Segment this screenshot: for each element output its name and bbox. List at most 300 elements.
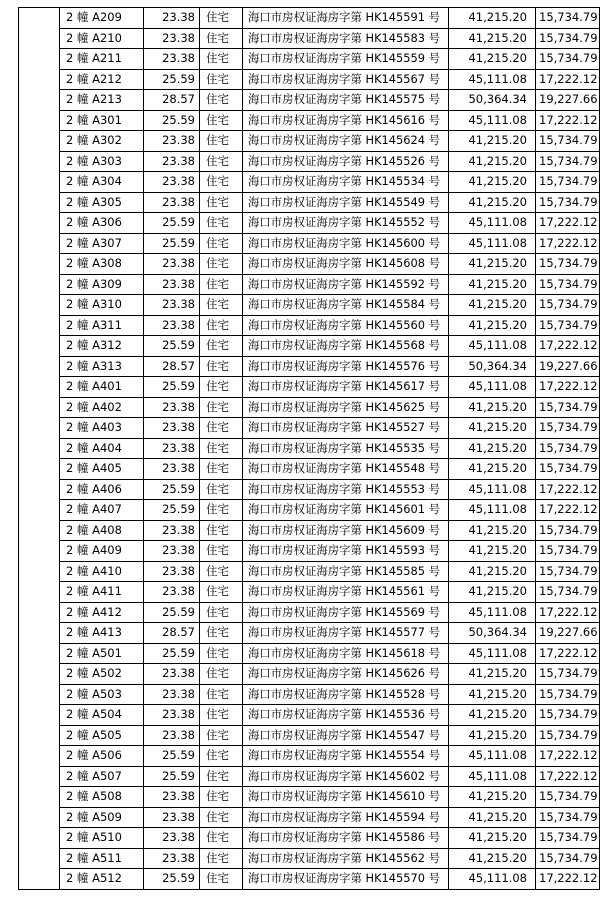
unit-cell: 2 幢 A501 (60, 644, 144, 665)
unit-cell: 2 幢 A503 (60, 685, 144, 706)
area-cell: 23.38 (144, 562, 200, 583)
table-row (19, 377, 600, 398)
blank-cell (19, 644, 60, 665)
unit-price-cell: 15,734.79 (536, 193, 600, 214)
usage-cell: 住宅 (200, 562, 243, 583)
area-cell: 23.38 (144, 398, 200, 419)
blank-cell (19, 521, 60, 542)
usage-cell: 住宅 (200, 193, 243, 214)
certificate-cell: 海口市房权证海房字第 HK145617 号 (243, 377, 449, 398)
usage-cell: 住宅 (200, 234, 243, 255)
table-row (19, 705, 600, 726)
unit-cell: 2 幢 A403 (60, 418, 144, 439)
table-row (19, 398, 600, 419)
unit-price-cell: 15,734.79 (536, 131, 600, 152)
blank-cell (19, 439, 60, 460)
usage-cell: 住宅 (200, 295, 243, 316)
unit-cell: 2 幢 A212 (60, 70, 144, 91)
unit-price-cell: 15,734.79 (536, 726, 600, 747)
unit-price-cell: 15,734.79 (536, 808, 600, 829)
area-cell: 25.59 (144, 111, 200, 132)
total-price-cell: 41,215.20 (449, 664, 536, 685)
blank-cell (19, 541, 60, 562)
table-row (19, 541, 600, 562)
usage-cell: 住宅 (200, 275, 243, 296)
certificate-cell: 海口市房权证海房字第 HK145609 号 (243, 521, 449, 542)
unit-cell: 2 幢 A508 (60, 787, 144, 808)
blank-cell (19, 603, 60, 624)
blank-cell (19, 828, 60, 849)
certificate-cell: 海口市房权证海房字第 HK145593 号 (243, 541, 449, 562)
area-cell: 23.38 (144, 459, 200, 480)
area-cell: 23.38 (144, 808, 200, 829)
table-row (19, 49, 600, 70)
usage-cell: 住宅 (200, 418, 243, 439)
usage-cell: 住宅 (200, 828, 243, 849)
total-price-cell: 45,111.08 (449, 234, 536, 255)
table-row (19, 685, 600, 706)
usage-cell: 住宅 (200, 172, 243, 193)
blank-cell (19, 49, 60, 70)
certificate-cell: 海口市房权证海房字第 HK145534 号 (243, 172, 449, 193)
blank-cell (19, 480, 60, 501)
blank-cell (19, 849, 60, 870)
unit-cell: 2 幢 A409 (60, 541, 144, 562)
usage-cell: 住宅 (200, 726, 243, 747)
blank-cell (19, 152, 60, 173)
unit-cell: 2 幢 A410 (60, 562, 144, 583)
unit-price-cell: 15,734.79 (536, 418, 600, 439)
blank-cell (19, 685, 60, 706)
blank-cell (19, 746, 60, 767)
table-row (19, 90, 600, 111)
unit-price-cell: 17,222.12 (536, 480, 600, 501)
certificate-cell: 海口市房权证海房字第 HK145610 号 (243, 787, 449, 808)
blank-cell (19, 377, 60, 398)
blank-cell (19, 213, 60, 234)
unit-cell: 2 幢 A412 (60, 603, 144, 624)
unit-cell: 2 幢 A407 (60, 500, 144, 521)
certificate-cell: 海口市房权证海房字第 HK145526 号 (243, 152, 449, 173)
blank-cell (19, 275, 60, 296)
certificate-cell: 海口市房权证海房字第 HK145535 号 (243, 439, 449, 460)
usage-cell: 住宅 (200, 787, 243, 808)
unit-price-cell: 15,734.79 (536, 398, 600, 419)
blank-cell (19, 459, 60, 480)
total-price-cell: 41,215.20 (449, 193, 536, 214)
blank-cell (19, 500, 60, 521)
certificate-cell: 海口市房权证海房字第 HK145547 号 (243, 726, 449, 747)
total-price-cell: 45,111.08 (449, 377, 536, 398)
area-cell: 25.59 (144, 377, 200, 398)
total-price-cell: 45,111.08 (449, 480, 536, 501)
blank-cell (19, 131, 60, 152)
blank-cell (19, 808, 60, 829)
certificate-cell: 海口市房权证海房字第 HK145567 号 (243, 70, 449, 91)
certificate-cell: 海口市房权证海房字第 HK145576 号 (243, 357, 449, 378)
unit-cell: 2 幢 A304 (60, 172, 144, 193)
certificate-cell: 海口市房权证海房字第 HK145625 号 (243, 398, 449, 419)
certificate-cell: 海口市房权证海房字第 HK145549 号 (243, 193, 449, 214)
table-row (19, 111, 600, 132)
area-cell: 25.59 (144, 767, 200, 788)
unit-price-cell: 15,734.79 (536, 152, 600, 173)
usage-cell: 住宅 (200, 685, 243, 706)
certificate-cell: 海口市房权证海房字第 HK145618 号 (243, 644, 449, 665)
unit-cell: 2 幢 A505 (60, 726, 144, 747)
usage-cell: 住宅 (200, 398, 243, 419)
certificate-cell: 海口市房权证海房字第 HK145561 号 (243, 582, 449, 603)
unit-price-cell: 15,734.79 (536, 316, 600, 337)
total-price-cell: 50,364.34 (449, 357, 536, 378)
total-price-cell: 45,111.08 (449, 336, 536, 357)
table-row (19, 623, 600, 644)
certificate-cell: 海口市房权证海房字第 HK145577 号 (243, 623, 449, 644)
unit-cell: 2 幢 A306 (60, 213, 144, 234)
area-cell: 25.59 (144, 603, 200, 624)
total-price-cell: 41,215.20 (449, 705, 536, 726)
certificate-cell: 海口市房权证海房字第 HK145553 号 (243, 480, 449, 501)
unit-cell: 2 幢 A512 (60, 869, 144, 890)
usage-cell: 住宅 (200, 746, 243, 767)
unit-price-cell: 15,734.79 (536, 828, 600, 849)
table-row (19, 439, 600, 460)
unit-price-cell: 17,222.12 (536, 213, 600, 234)
unit-price-cell: 17,222.12 (536, 869, 600, 890)
total-price-cell: 50,364.34 (449, 623, 536, 644)
certificate-cell: 海口市房权证海房字第 HK145552 号 (243, 213, 449, 234)
area-cell: 23.38 (144, 787, 200, 808)
usage-cell: 住宅 (200, 213, 243, 234)
table-row (19, 582, 600, 603)
unit-price-cell: 15,734.79 (536, 705, 600, 726)
table-row (19, 8, 600, 29)
total-price-cell: 41,215.20 (449, 439, 536, 460)
unit-price-cell: 15,734.79 (536, 254, 600, 275)
table-row (19, 828, 600, 849)
unit-cell: 2 幢 A210 (60, 29, 144, 50)
area-cell: 23.38 (144, 49, 200, 70)
area-cell: 25.59 (144, 644, 200, 665)
usage-cell: 住宅 (200, 90, 243, 111)
certificate-cell: 海口市房权证海房字第 HK145601 号 (243, 500, 449, 521)
usage-cell: 住宅 (200, 377, 243, 398)
table-row (19, 459, 600, 480)
certificate-cell: 海口市房权证海房字第 HK145583 号 (243, 29, 449, 50)
blank-cell (19, 172, 60, 193)
area-cell: 25.59 (144, 234, 200, 255)
certificate-cell: 海口市房权证海房字第 HK145602 号 (243, 767, 449, 788)
table-row (19, 480, 600, 501)
blank-cell (19, 336, 60, 357)
unit-price-cell: 17,222.12 (536, 377, 600, 398)
unit-cell: 2 幢 A511 (60, 849, 144, 870)
certificate-cell: 海口市房权证海房字第 HK145584 号 (243, 295, 449, 316)
certificate-cell: 海口市房权证海房字第 HK145568 号 (243, 336, 449, 357)
usage-cell: 住宅 (200, 29, 243, 50)
total-price-cell: 41,215.20 (449, 787, 536, 808)
area-cell: 23.38 (144, 275, 200, 296)
table-row (19, 849, 600, 870)
blank-cell (19, 70, 60, 91)
unit-cell: 2 幢 A406 (60, 480, 144, 501)
usage-cell: 住宅 (200, 439, 243, 460)
area-cell: 23.38 (144, 172, 200, 193)
unit-price-cell: 15,734.79 (536, 562, 600, 583)
area-cell: 25.59 (144, 500, 200, 521)
blank-cell (19, 418, 60, 439)
unit-cell: 2 幢 A312 (60, 336, 144, 357)
blank-cell (19, 787, 60, 808)
table-row (19, 603, 600, 624)
certificate-cell: 海口市房权证海房字第 HK145528 号 (243, 685, 449, 706)
unit-price-cell: 17,222.12 (536, 767, 600, 788)
unit-price-cell: 17,222.12 (536, 603, 600, 624)
usage-cell: 住宅 (200, 336, 243, 357)
usage-cell: 住宅 (200, 644, 243, 665)
blank-cell (19, 582, 60, 603)
area-cell: 28.57 (144, 90, 200, 111)
unit-price-cell: 15,734.79 (536, 787, 600, 808)
table-row (19, 152, 600, 173)
usage-cell: 住宅 (200, 869, 243, 890)
table-row (19, 726, 600, 747)
unit-price-cell: 15,734.79 (536, 8, 600, 29)
certificate-cell: 海口市房权证海房字第 HK145592 号 (243, 275, 449, 296)
unit-price-cell: 15,734.79 (536, 582, 600, 603)
unit-price-cell: 15,734.79 (536, 664, 600, 685)
blank-cell (19, 726, 60, 747)
unit-cell: 2 幢 A311 (60, 316, 144, 337)
area-cell: 23.38 (144, 29, 200, 50)
total-price-cell: 45,111.08 (449, 644, 536, 665)
unit-price-cell: 17,222.12 (536, 500, 600, 521)
usage-cell: 住宅 (200, 357, 243, 378)
certificate-cell: 海口市房权证海房字第 HK145616 号 (243, 111, 449, 132)
unit-price-cell: 19,227.66 (536, 90, 600, 111)
certificate-cell: 海口市房权证海房字第 HK145559 号 (243, 49, 449, 70)
blank-cell (19, 234, 60, 255)
blank-cell (19, 316, 60, 337)
usage-cell: 住宅 (200, 808, 243, 829)
area-cell: 25.59 (144, 70, 200, 91)
usage-cell: 住宅 (200, 849, 243, 870)
certificate-cell: 海口市房权证海房字第 HK145548 号 (243, 459, 449, 480)
unit-cell: 2 幢 A507 (60, 767, 144, 788)
area-cell: 25.59 (144, 213, 200, 234)
certificate-cell: 海口市房权证海房字第 HK145586 号 (243, 828, 449, 849)
unit-price-cell: 17,222.12 (536, 234, 600, 255)
area-cell: 23.38 (144, 295, 200, 316)
total-price-cell: 41,215.20 (449, 172, 536, 193)
area-cell: 23.38 (144, 849, 200, 870)
usage-cell: 住宅 (200, 705, 243, 726)
area-cell: 25.59 (144, 480, 200, 501)
unit-cell: 2 幢 A510 (60, 828, 144, 849)
unit-cell: 2 幢 A405 (60, 459, 144, 480)
unit-price-cell: 15,734.79 (536, 172, 600, 193)
blank-cell (19, 193, 60, 214)
blank-cell (19, 623, 60, 644)
total-price-cell: 41,215.20 (449, 275, 536, 296)
area-cell: 23.38 (144, 726, 200, 747)
total-price-cell: 41,215.20 (449, 849, 536, 870)
certificate-cell: 海口市房权证海房字第 HK145575 号 (243, 90, 449, 111)
total-price-cell: 41,215.20 (449, 29, 536, 50)
table-row (19, 869, 600, 890)
blank-cell (19, 29, 60, 50)
property-table (18, 7, 600, 890)
total-price-cell: 41,215.20 (449, 828, 536, 849)
area-cell: 23.38 (144, 828, 200, 849)
area-cell: 23.38 (144, 582, 200, 603)
unit-cell: 2 幢 A308 (60, 254, 144, 275)
unit-cell: 2 幢 A506 (60, 746, 144, 767)
total-price-cell: 41,215.20 (449, 131, 536, 152)
unit-price-cell: 15,734.79 (536, 49, 600, 70)
total-price-cell: 45,111.08 (449, 869, 536, 890)
unit-price-cell: 15,734.79 (536, 439, 600, 460)
area-cell: 23.38 (144, 664, 200, 685)
certificate-cell: 海口市房权证海房字第 HK145594 号 (243, 808, 449, 829)
unit-price-cell: 15,734.79 (536, 459, 600, 480)
unit-price-cell: 15,734.79 (536, 541, 600, 562)
area-cell: 23.38 (144, 521, 200, 542)
total-price-cell: 45,111.08 (449, 767, 536, 788)
total-price-cell: 41,215.20 (449, 418, 536, 439)
table-row (19, 29, 600, 50)
certificate-cell: 海口市房权证海房字第 HK145569 号 (243, 603, 449, 624)
usage-cell: 住宅 (200, 500, 243, 521)
certificate-cell: 海口市房权证海房字第 HK145591 号 (243, 8, 449, 29)
certificate-cell: 海口市房权证海房字第 HK145527 号 (243, 418, 449, 439)
table-row (19, 808, 600, 829)
table-row (19, 521, 600, 542)
unit-cell: 2 幢 A213 (60, 90, 144, 111)
area-cell: 25.59 (144, 869, 200, 890)
area-cell: 23.38 (144, 254, 200, 275)
unit-cell: 2 幢 A313 (60, 357, 144, 378)
certificate-cell: 海口市房权证海房字第 HK145624 号 (243, 131, 449, 152)
unit-price-cell: 15,734.79 (536, 685, 600, 706)
table-row (19, 234, 600, 255)
unit-cell: 2 幢 A303 (60, 152, 144, 173)
certificate-cell: 海口市房权证海房字第 HK145562 号 (243, 849, 449, 870)
area-cell: 23.38 (144, 685, 200, 706)
unit-price-cell: 15,734.79 (536, 849, 600, 870)
total-price-cell: 41,215.20 (449, 685, 536, 706)
unit-cell: 2 幢 A413 (60, 623, 144, 644)
unit-cell: 2 幢 A309 (60, 275, 144, 296)
unit-cell: 2 幢 A301 (60, 111, 144, 132)
unit-cell: 2 幢 A209 (60, 8, 144, 29)
total-price-cell: 45,111.08 (449, 746, 536, 767)
total-price-cell: 41,215.20 (449, 582, 536, 603)
unit-price-cell: 17,222.12 (536, 746, 600, 767)
blank-cell (19, 869, 60, 890)
usage-cell: 住宅 (200, 49, 243, 70)
usage-cell: 住宅 (200, 521, 243, 542)
total-price-cell: 41,215.20 (449, 316, 536, 337)
blank-cell (19, 8, 60, 29)
total-price-cell: 41,215.20 (449, 808, 536, 829)
certificate-cell: 海口市房权证海房字第 HK145585 号 (243, 562, 449, 583)
table-row (19, 767, 600, 788)
table-row (19, 500, 600, 521)
area-cell: 23.38 (144, 705, 200, 726)
unit-price-cell: 15,734.79 (536, 29, 600, 50)
unit-cell: 2 幢 A310 (60, 295, 144, 316)
area-cell: 23.38 (144, 541, 200, 562)
unit-cell: 2 幢 A411 (60, 582, 144, 603)
usage-cell: 住宅 (200, 70, 243, 91)
usage-cell: 住宅 (200, 582, 243, 603)
blank-cell (19, 90, 60, 111)
blank-cell (19, 705, 60, 726)
total-price-cell: 45,111.08 (449, 500, 536, 521)
certificate-cell: 海口市房权证海房字第 HK145608 号 (243, 254, 449, 275)
total-price-cell: 41,215.20 (449, 726, 536, 747)
table-row (19, 172, 600, 193)
unit-cell: 2 幢 A302 (60, 131, 144, 152)
blank-cell (19, 357, 60, 378)
usage-cell: 住宅 (200, 152, 243, 173)
blank-cell (19, 254, 60, 275)
unit-cell: 2 幢 A408 (60, 521, 144, 542)
total-price-cell: 41,215.20 (449, 295, 536, 316)
unit-price-cell: 15,734.79 (536, 521, 600, 542)
certificate-cell: 海口市房权证海房字第 HK145560 号 (243, 316, 449, 337)
total-price-cell: 41,215.20 (449, 8, 536, 29)
unit-cell: 2 幢 A404 (60, 439, 144, 460)
table-row (19, 213, 600, 234)
area-cell: 25.59 (144, 336, 200, 357)
usage-cell: 住宅 (200, 664, 243, 685)
usage-cell: 住宅 (200, 767, 243, 788)
table-row (19, 316, 600, 337)
table-row (19, 746, 600, 767)
unit-price-cell: 17,222.12 (536, 70, 600, 91)
unit-price-cell: 17,222.12 (536, 111, 600, 132)
unit-cell: 2 幢 A307 (60, 234, 144, 255)
usage-cell: 住宅 (200, 131, 243, 152)
unit-price-cell: 15,734.79 (536, 275, 600, 296)
blank-cell (19, 398, 60, 419)
table-row (19, 70, 600, 91)
area-cell: 23.38 (144, 439, 200, 460)
blank-cell (19, 295, 60, 316)
total-price-cell: 41,215.20 (449, 459, 536, 480)
total-price-cell: 45,111.08 (449, 70, 536, 91)
unit-cell: 2 幢 A502 (60, 664, 144, 685)
unit-cell: 2 幢 A509 (60, 808, 144, 829)
usage-cell: 住宅 (200, 480, 243, 501)
unit-price-cell: 19,227.66 (536, 357, 600, 378)
blank-cell (19, 111, 60, 132)
usage-cell: 住宅 (200, 8, 243, 29)
area-cell: 23.38 (144, 8, 200, 29)
blank-cell (19, 664, 60, 685)
total-price-cell: 50,364.34 (449, 90, 536, 111)
table-row (19, 193, 600, 214)
certificate-cell: 海口市房权证海房字第 HK145554 号 (243, 746, 449, 767)
total-price-cell: 45,111.08 (449, 213, 536, 234)
table-row (19, 336, 600, 357)
unit-price-cell: 15,734.79 (536, 295, 600, 316)
table-row (19, 787, 600, 808)
total-price-cell: 41,215.20 (449, 49, 536, 70)
blank-cell (19, 562, 60, 583)
